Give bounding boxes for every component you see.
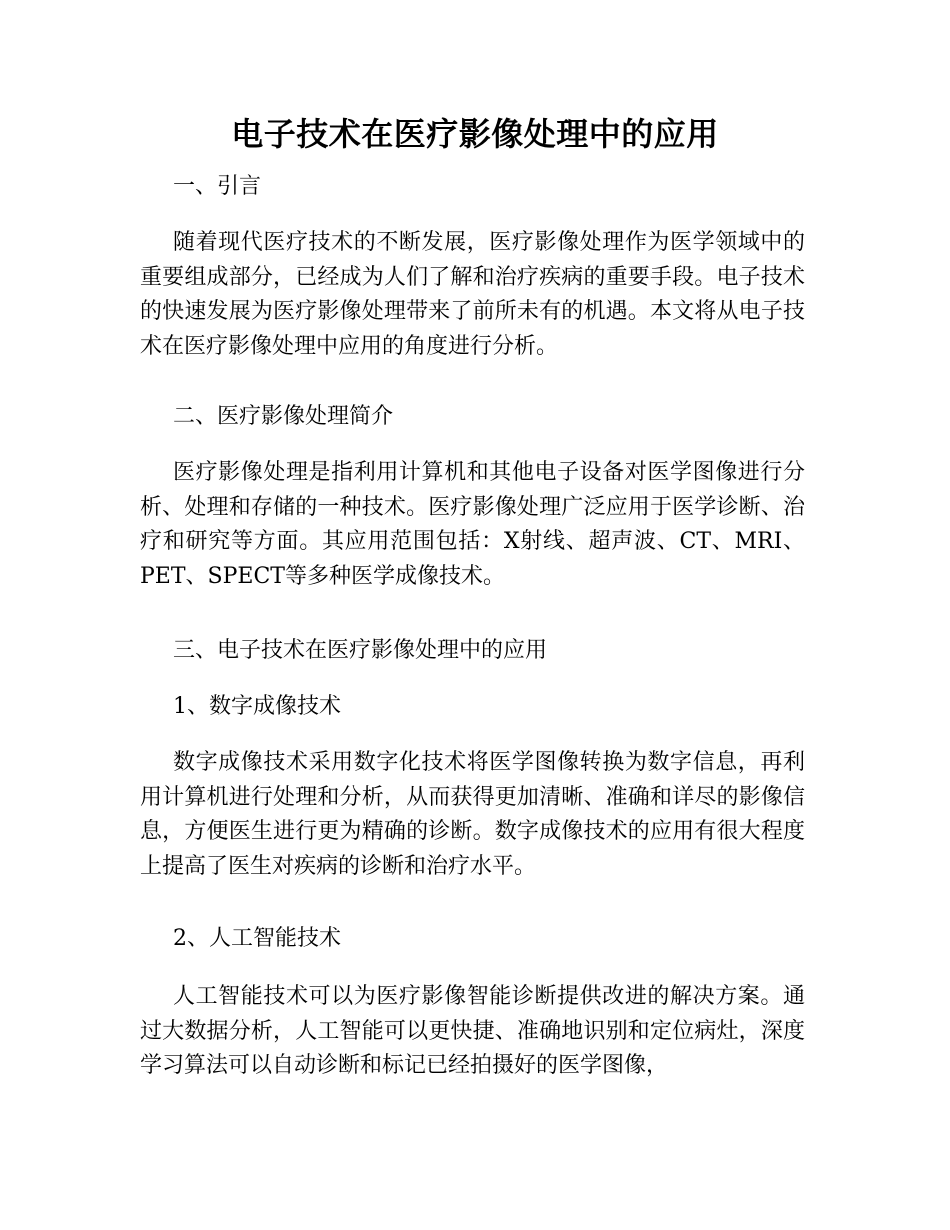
document-title: 电子技术在医疗影像处理中的应用: [231, 115, 719, 153]
paragraph-introduction: 随着现代医疗技术的不断发展，医疗影像处理作为医学领域中的重要组成部分，已经成为人们了解和治疗疾病的重要手段。电子技术的快速发展为医疗影像处理带来了前所未有的机遇。本文将从电子技术在医疗影像处理中应用的角度进行分析。: [140, 230, 805, 359]
section-heading-introduction: 一、引言: [173, 174, 262, 199]
paragraph-digital-imaging: 数字成像技术采用数字化技术将医学图像转换为数字信息，再利用计算机进行处理和分析，从而获得更加清晰、准确和详尽的影像信息，方便医生进行更为精确的诊断。数字成像技术的应用有很大程度上提高了医生对疾病的诊断和治疗水平。: [140, 750, 805, 879]
subsection-heading-ai: 2、人工智能技术: [173, 926, 341, 951]
subsection-heading-digital-imaging: 1、数字成像技术: [173, 694, 341, 719]
section-heading-applications: 三、电子技术在医疗影像处理中的应用: [173, 638, 548, 663]
section-heading-overview: 二、医疗影像处理简介: [173, 404, 394, 429]
paragraph-ai: 人工智能技术可以为医疗影像智能诊断提供改进的解决方案。通过大数据分析，人工智能可以更快捷、准确地识别和定位病灶，深度学习算法可以自动诊断和标记已经拍摄好的医学图像，: [140, 984, 805, 1078]
paragraph-overview: 医疗影像处理是指利用计算机和其他电子设备对医学图像进行分析、处理和存储的一种技术。医疗影像处理广泛应用于医学诊断、治疗和研究等方面。其应用范围包括：X射线、超声波、CT、MRI、PET、SPECT等多种医学成像技术。: [140, 460, 805, 589]
